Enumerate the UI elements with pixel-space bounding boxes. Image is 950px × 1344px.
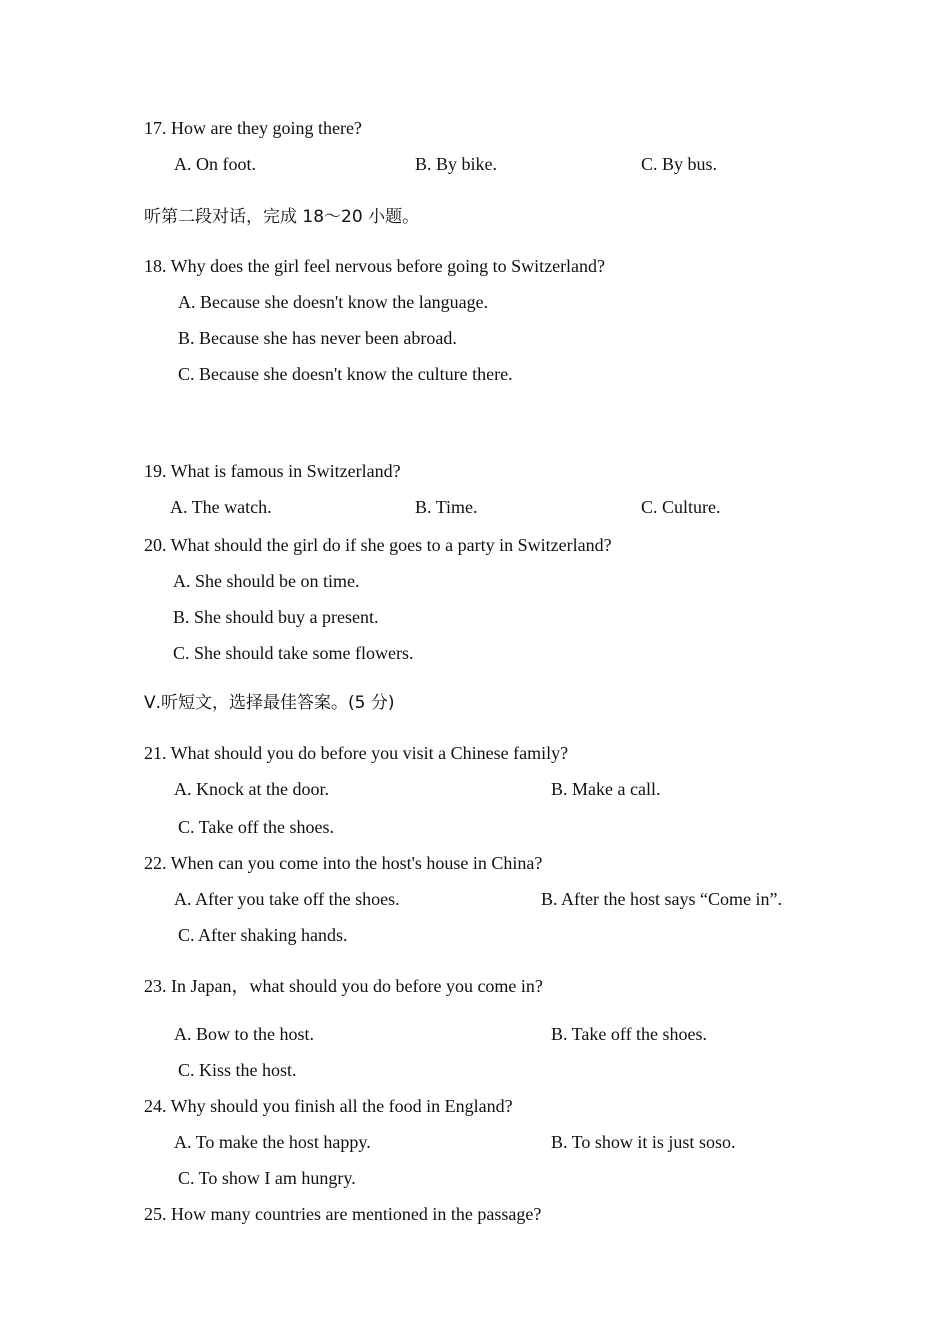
question-18-option-c: C. Because she doesn't know the culture there. <box>178 364 513 384</box>
question-18-option-b: B. Because she has never been abroad. <box>178 328 457 348</box>
question-20-stem: 20. What should the girl do if she goes to a party in Switzerland? <box>144 535 612 555</box>
question-21-option-c: C. Take off the shoes. <box>178 817 335 837</box>
question-24-option-c: C. To show I am hungry. <box>178 1168 356 1188</box>
question-24-stem: 24. Why should you finish all the food in England? <box>144 1096 513 1116</box>
question-23-stem: 23. In Japan，what should you do before you come in? <box>144 976 543 996</box>
question-20-option-b: B. She should buy a present. <box>173 607 379 627</box>
question-20-option-a: A. She should be on time. <box>173 571 360 591</box>
question-22-option-b: B. After the host says “Come in”. <box>541 889 782 909</box>
question-21-option-b: B. Make a call. <box>551 779 661 799</box>
dialogue-2-instruction: 听第二段对话，完成 18～20 小题。 <box>144 207 420 227</box>
question-17-stem: 17. How are they going there? <box>144 118 362 138</box>
question-23-option-a: A. Bow to the host. <box>174 1024 315 1044</box>
question-24-option-b: B. To show it is just soso. <box>551 1132 736 1152</box>
part-5-instruction: Ⅴ.听短文，选择最佳答案。(5 分) <box>144 693 395 713</box>
question-22-stem: 22. When can you come into the host's house in China? <box>144 853 543 873</box>
question-18-option-a: A. Because she doesn't know the language. <box>178 292 489 312</box>
question-23-option-c: C. Kiss the host. <box>178 1060 297 1080</box>
question-17-option-b: B. By bike. <box>415 154 498 174</box>
question-17-option-a: A. On foot. <box>174 154 256 174</box>
question-19-option-a: A. The watch. <box>170 497 272 517</box>
question-18-stem: 18. Why does the girl feel nervous before going to Switzerland? <box>144 256 606 276</box>
question-22-option-a: A. After you take off the shoes. <box>174 889 400 909</box>
question-24-option-a: A. To make the host happy. <box>174 1132 371 1152</box>
question-19-option-c: C. Culture. <box>641 497 721 517</box>
question-21-stem: 21. What should you do before you visit a Chinese family? <box>144 743 569 763</box>
question-20-option-c: C. She should take some flowers. <box>173 643 414 663</box>
question-25-stem: 25. How many countries are mentioned in the passage? <box>144 1204 542 1224</box>
question-19-stem: 19. What is famous in Switzerland? <box>144 461 401 481</box>
question-19-option-b: B. Time. <box>415 497 478 517</box>
question-17-option-c: C. By bus. <box>641 154 718 174</box>
question-22-option-c: C. After shaking hands. <box>178 925 348 945</box>
question-21-option-a: A. Knock at the door. <box>174 779 329 799</box>
question-23-option-b: B. Take off the shoes. <box>551 1024 708 1044</box>
